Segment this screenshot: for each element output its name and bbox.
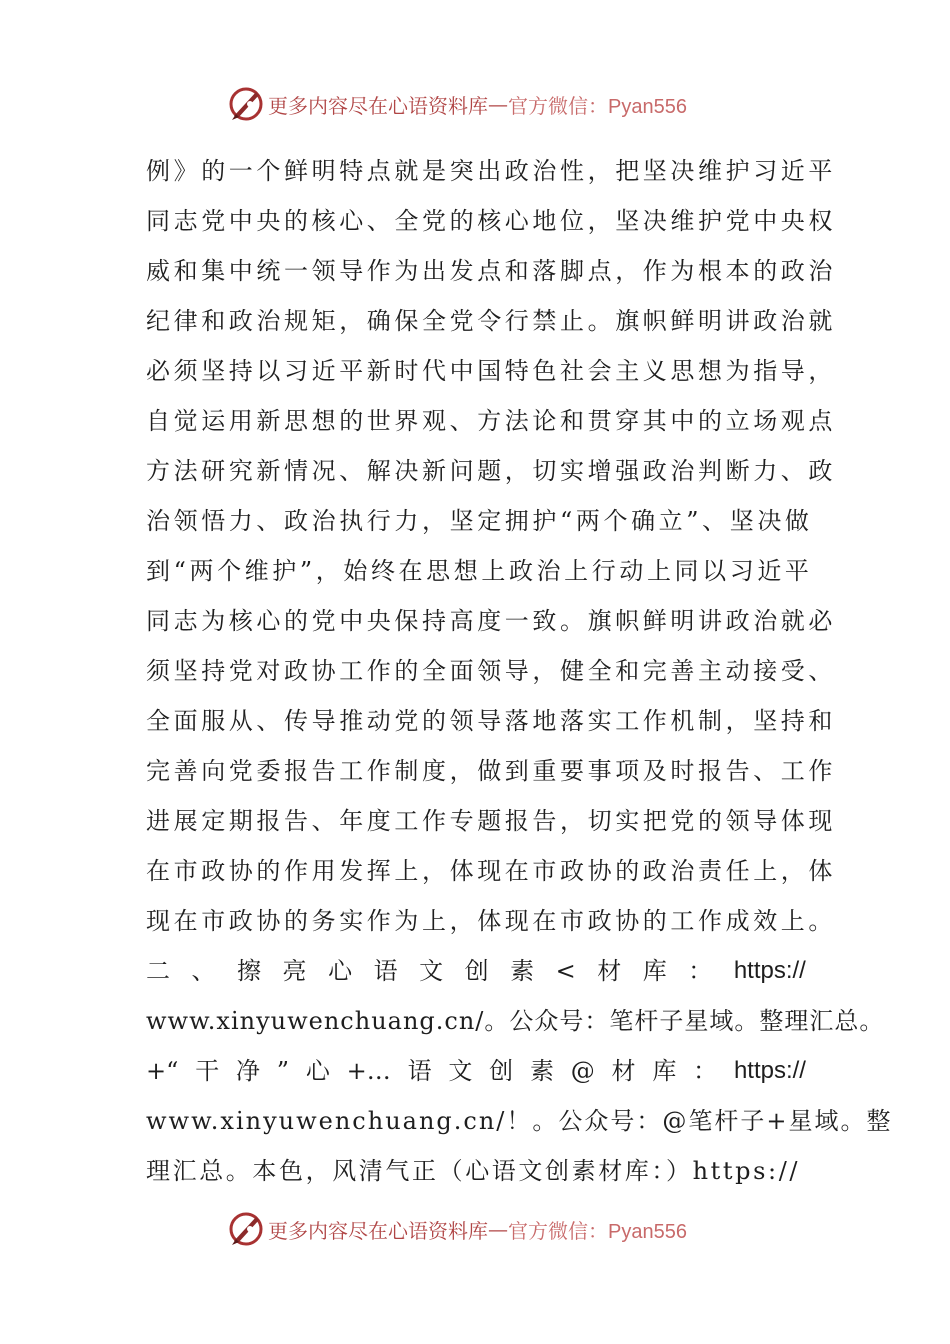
paragraph-line: 例》的一个鲜明特点就是突出政治性，把坚决维护习近平: [146, 157, 836, 185]
footer-banner: [226, 1209, 687, 1249]
quill-logo-icon: [226, 1209, 266, 1249]
banner-separator: —: [488, 1217, 508, 1241]
paragraph-line: 纪律和政治规矩，确保全党令行禁止。旗帜鲜明讲政治就: [146, 307, 836, 335]
watermark-line-4: www.xinyuwenchuang.cn/！。公众号：@笔杆子+星域。整: [146, 1107, 893, 1135]
banner-separator: —: [488, 92, 508, 116]
paragraph-line: 同志为核心的党中央保持高度一致。旗帜鲜明讲政治就必: [146, 607, 836, 635]
paragraph-line: 须坚持党对政协工作的全面领导，健全和完善主动接受、: [146, 657, 836, 685]
paragraph-line: 方法研究新情况、解决新问题，切实增强政治判断力、政: [146, 457, 836, 485]
paragraph-line: 同志党中央的核心、全党的核心地位，坚决维护党中央权: [146, 207, 836, 235]
paragraph-line: 必须坚持以习近平新时代中国特色社会主义思想为指导，: [146, 357, 836, 385]
paragraph-line: 全面服从、传导推动党的领导落地落实工作机制，坚持和: [146, 707, 836, 735]
paragraph-line: 威和集中统一领导作为出发点和落脚点，作为根本的政治: [146, 257, 836, 285]
watermark-line-3: +“ 干 净 ” 心 +… 语 文 创 素 @ 材 库 ： https://: [146, 1046, 806, 1096]
banner-contact: 官方微信：Pyan556: [508, 1220, 687, 1243]
watermark-url[interactable]: https://: [733, 957, 806, 984]
watermark-line-5: 理汇总。本色，风清气正（心语文创素材库：）https://: [146, 1157, 801, 1185]
header-banner: [226, 84, 687, 124]
document-body: [146, 146, 893, 1196]
paragraph-line: 在市政协的作用发挥上，体现在市政协的政治责任上，体: [146, 857, 836, 885]
paragraph-line: 治领悟力、政治执行力，坚定拥护“两个确立”、坚决做: [146, 507, 813, 535]
paragraph-line: 到“两个维护”，始终在思想上政治上行动上同以习近平: [146, 557, 813, 585]
paragraph-line: 进展定期报告、年度工作专题报告，切实把党的领导体现: [146, 807, 836, 835]
watermark-line-2: www.xinyuwenchuang.cn/。公众号：笔杆子星域。整理汇总。: [146, 1007, 885, 1035]
paragraph-line: 自觉运用新思想的世界观、方法论和贯穿其中的立场观点: [146, 407, 836, 435]
banner-brand: 更多内容尽在心语资料库: [268, 1218, 488, 1243]
banner-brand: 更多内容尽在心语资料库: [268, 93, 488, 118]
quill-logo-icon: [226, 84, 266, 124]
banner-contact: 官方微信：Pyan556: [508, 95, 687, 118]
watermark-url[interactable]: https://: [733, 1057, 806, 1084]
watermark-line-1: 二 、 擦 亮 心 语 文 创 素 < 材 库 ： https://: [146, 946, 806, 996]
paragraph-line: 完善向党委报告工作制度，做到重要事项及时报告、工作: [146, 757, 836, 785]
paragraph-line: 现在市政协的务实作为上，体现在市政协的工作成效上。: [146, 907, 836, 935]
